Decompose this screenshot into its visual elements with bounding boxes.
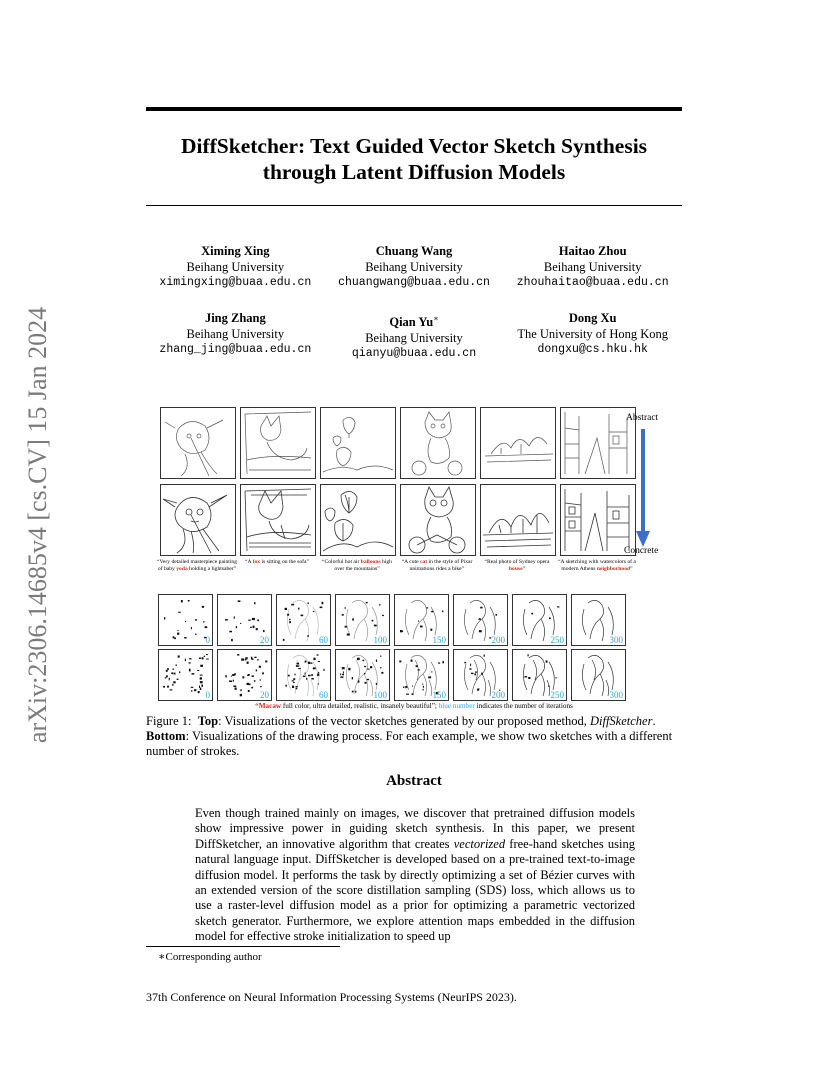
author-block (325, 244, 504, 291)
abstract-axis-label: Abstract (626, 413, 659, 423)
process-tile (217, 594, 272, 646)
figure-note: “Macaw full color, ultra detailed, realistic, insanely beautiful”; blue number indicates the number of iterations (255, 702, 573, 710)
title-top-rule (146, 107, 682, 111)
prompt-fox: “A fox is sitting on the sofa” (244, 559, 310, 565)
author-name: Qian Yu∗ (389, 314, 439, 330)
author-email: dongxu@cs.hku.hk (537, 343, 648, 356)
authors-row-2 (146, 311, 682, 362)
concrete-axis-label: Concrete (624, 546, 659, 556)
sketch-yoda-abstract (160, 407, 236, 479)
process-tile (453, 594, 508, 646)
author-email: chuangwang@buaa.edu.cn (338, 276, 490, 289)
sketch-fox-abstract (240, 407, 316, 479)
iteration-number: 200 (491, 635, 505, 645)
title-line-1: DiffSketcher: Text Guided Vector Sketch Synthesis (180, 134, 648, 158)
author-block (146, 311, 325, 362)
iteration-number: 100 (373, 635, 387, 645)
author-email: zhouhaitao@buaa.edu.cn (516, 276, 669, 289)
iteration-number: 60 (319, 690, 328, 700)
figure-caption: Figure 1: Top: Visualizations of the vector sketches generated by our proposed method, DiffSketcher. Bottom: Visualizations of the drawing process. For each example, we show two sketches with a different number of strokes. (146, 714, 673, 759)
paper-title (146, 133, 682, 185)
abstract-heading: Abstract (386, 773, 442, 789)
author-name: Dong Xu (568, 311, 617, 325)
sketch-balloons-concrete (320, 484, 396, 556)
process-tile (217, 649, 272, 701)
venue-footer: 37th Conference on Neural Information Processing Systems (NeurIPS 2023). (146, 990, 517, 1004)
iteration-number: 300 (609, 635, 623, 645)
process-tile (571, 594, 626, 646)
prompt-cat: “A cute cat in the style of Pixar animations rides a bike” (401, 559, 473, 572)
author-affiliation: Beihang University (186, 259, 285, 274)
authors-row-1 (146, 244, 682, 291)
sketch-opera-concrete (480, 484, 556, 556)
sketch-cat-concrete (400, 484, 476, 556)
footnote-corresponding-author: ∗Corresponding author (158, 951, 262, 963)
sketch-opera-abstract (480, 407, 556, 479)
iteration-number: 250 (550, 690, 564, 700)
abstract-body: Even though trained mainly on images, we discover that pretrained diffusion models show impressive power in guiding sketch synthesis. In this paper, we present DiffSketcher, an innovative algorithm that creates vectorized free-hand sketches using natural language input. DiffSketcher is developed based on a pre-trained text-to-image diffusion model. It performs the task by directly optimizing a set of Bézier curves with an extended version of the score distillation sampling (SDS) loss, which allows us to use a raster-level diffusion model as a prior for optimizing a parametric vectorized sketch generator. Furthermore, we explore attention maps embedded in the diffusion model for effective stroke initialization to speed up (195, 806, 635, 944)
iteration-number: 150 (432, 635, 446, 645)
author-block (503, 311, 682, 362)
author-email: qianyu@buaa.edu.cn (351, 347, 477, 361)
iteration-number: 300 (609, 690, 623, 700)
prompt-balloons: “Colorful hot air balloons high over the mountains” (322, 559, 392, 572)
iteration-number: 250 (550, 635, 564, 645)
sketch-yoda-concrete (160, 484, 236, 556)
sketch-fox-concrete (240, 484, 316, 556)
author-affiliation: Beihang University (365, 259, 463, 274)
sketch-athens-abstract (560, 407, 636, 479)
arxiv-stamp: arXiv:2306.14685v4 [cs.CV] 15 Jan 2024 (23, 306, 52, 744)
author-affiliation: Beihang University (186, 326, 285, 341)
author-block (146, 244, 325, 291)
corresponding-mark: ∗ (433, 314, 439, 323)
iteration-number: 20 (260, 635, 269, 645)
author-name: Haitao Zhou (558, 244, 627, 258)
author-affiliation: The University of Hong Kong (517, 326, 669, 341)
footnote-rule (146, 946, 340, 947)
process-tile (453, 649, 508, 701)
process-tile (394, 649, 449, 701)
author-name: Ximing Xing (201, 244, 270, 258)
process-tile (158, 594, 213, 646)
process-tile (158, 649, 213, 701)
author-name: Jing Zhang (204, 311, 266, 325)
process-tile (394, 594, 449, 646)
process-tile (276, 594, 331, 646)
author-affiliation: Beihang University (543, 259, 642, 274)
iteration-number: 150 (432, 690, 446, 700)
iteration-number: 60 (319, 635, 328, 645)
prompt-opera: “Real photo of Sydney opera house” (484, 559, 550, 572)
process-tile (335, 594, 390, 646)
sketch-cat-abstract (400, 407, 476, 479)
author-name: Chuang Wang (375, 244, 453, 258)
author-block (503, 244, 682, 291)
iteration-number: 200 (491, 690, 505, 700)
iteration-number: 0 (205, 635, 210, 645)
author-email: zhang_jing@buaa.edu.cn (159, 343, 312, 356)
title-bottom-rule (146, 205, 682, 206)
sketch-balloons-abstract (320, 407, 396, 479)
process-tile (276, 649, 331, 701)
author-affiliation: Beihang University (365, 330, 463, 345)
process-tile (335, 649, 390, 701)
process-tile (512, 649, 567, 701)
process-tile (512, 594, 567, 646)
prompt-yoda: “Very detailed masterpiece painting of baby yoda holding a lightsaber” (157, 559, 237, 572)
iteration-number: 100 (373, 690, 387, 700)
prompt-athens: “A sketching with watercolors of a modern Athens neighborhood” (558, 559, 636, 572)
process-tile (571, 649, 626, 701)
iteration-number: 20 (260, 690, 269, 700)
author-block (325, 311, 504, 362)
iteration-number: 0 (205, 690, 210, 700)
title-line-2: through Latent Diffusion Models (262, 160, 566, 184)
abstract-to-concrete-arrow-icon (636, 429, 650, 547)
author-email: ximingxing@buaa.edu.cn (159, 276, 312, 289)
